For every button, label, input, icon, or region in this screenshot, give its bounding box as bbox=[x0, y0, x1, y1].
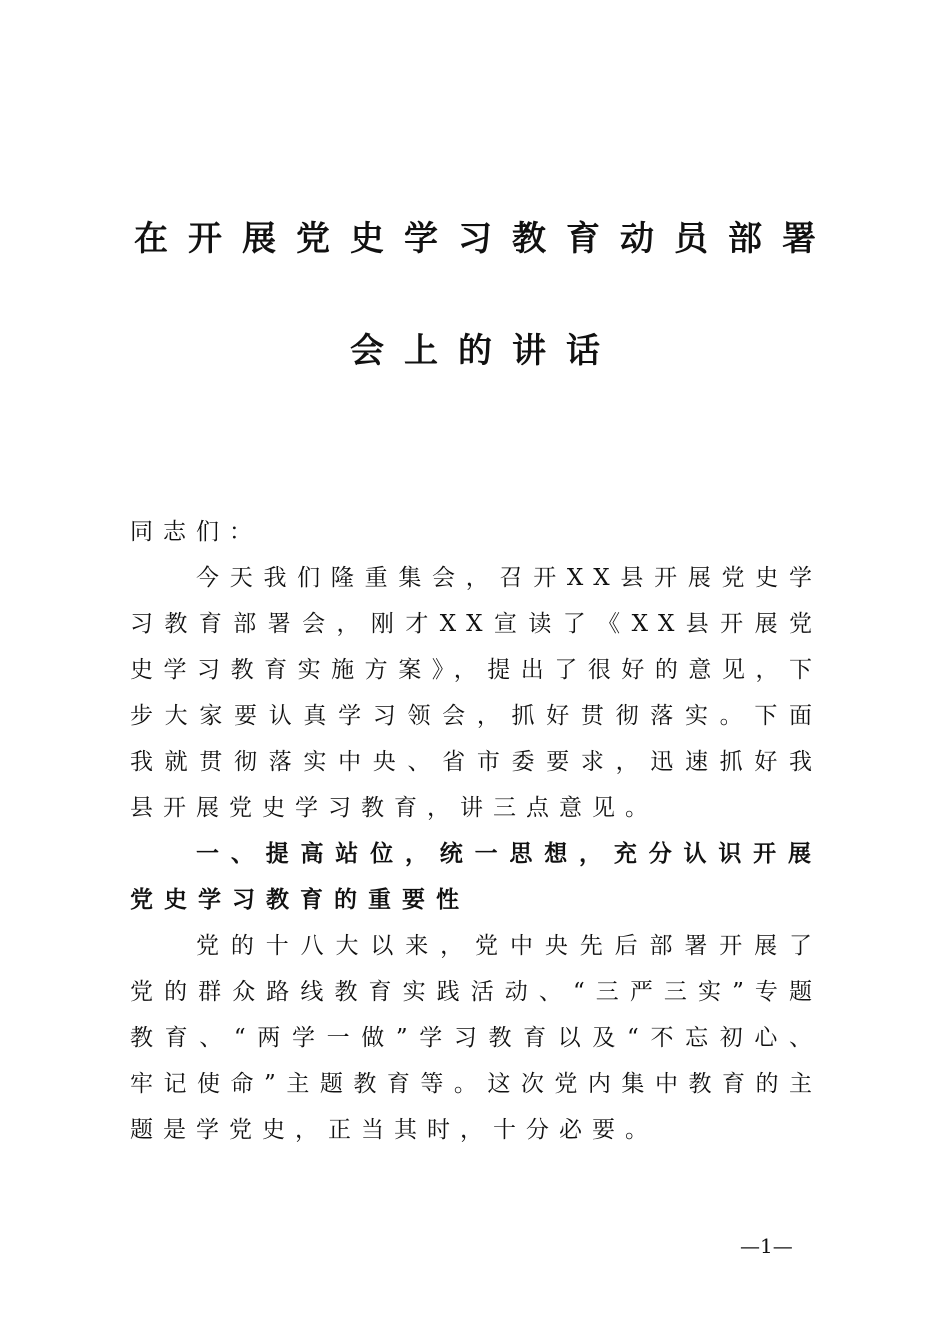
document-title-line-2: 会上的讲话 bbox=[350, 331, 620, 371]
section-heading-1: 一、提高站位，统一思想，充分认识开展党史学习教育的重要性 bbox=[130, 841, 822, 913]
document-title-line-1: 在开展党史学习教育动员部署 bbox=[134, 219, 836, 259]
salutation: 同志们： bbox=[130, 519, 262, 545]
page-number: —1— bbox=[740, 1234, 793, 1258]
paragraph-intro: 今天我们隆重集会，召开XX县开展党史学习教育部署会，刚才XX宣读了《XX县开展党史学习教育实施方案》，提出了很好的意见，下步大家要认真学习领会，抓好贯彻落实。下面我就贯彻落实中央、省市委要求，迅速抓好我县开展党史学习教育，讲三点意见。 bbox=[130, 565, 822, 821]
paragraph-section-1: 党的十八大以来，党中央先后部署开展了党的群众路线教育实践活动、“三严三实”专题教育、“两学一做”学习教育以及“不忘初心、牢记使命”主题教育等。这次党内集中教育的主题是学党史，正当其时，十分必要。 bbox=[130, 933, 822, 1143]
